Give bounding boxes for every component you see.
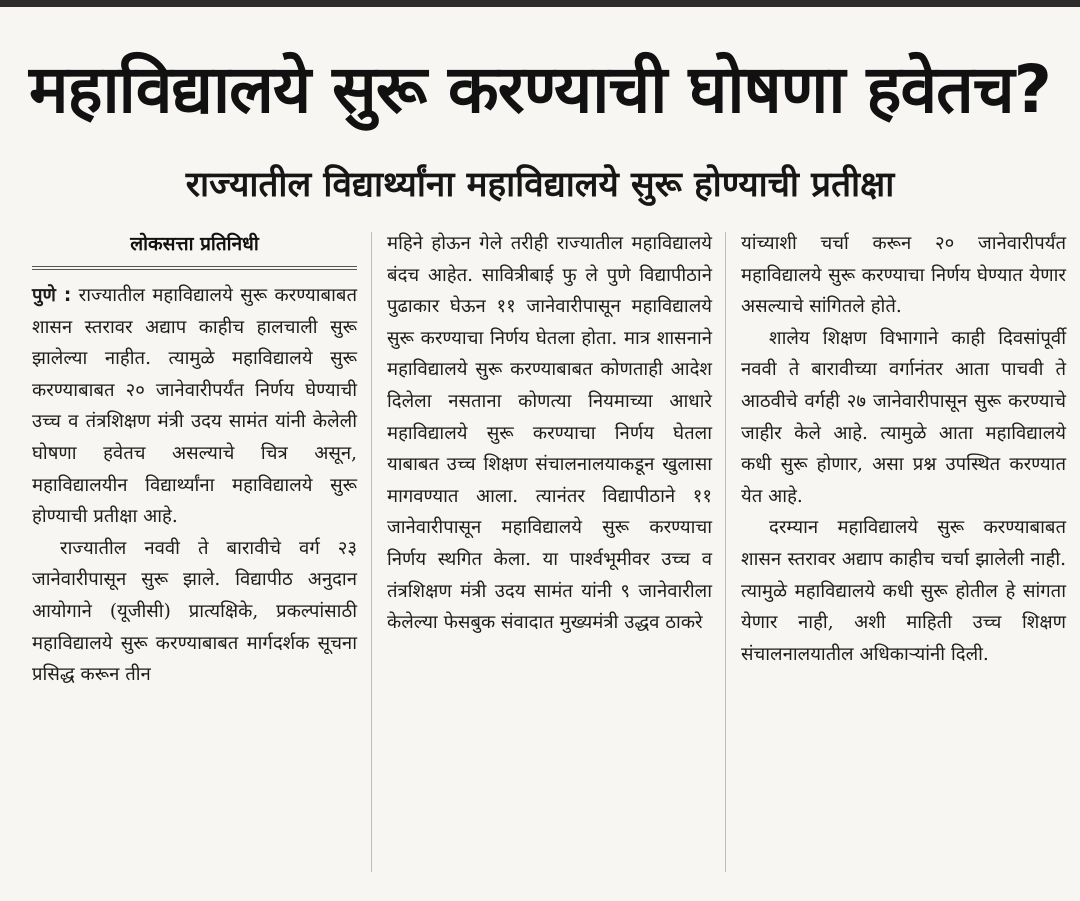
subheadline: राज्यातील विद्यार्थ्यांना महाविद्यालये सुरू होण्याची प्रतीक्षा <box>185 165 895 205</box>
paragraph: दरम्यान महाविद्यालये सुरू करण्याबाबत शासन स्तरावर अद्याप काहीच चर्चा झालेली नाही. त्यामुळे महाविद्यालये कधी सुरू होतील हे सांगता येणार नाही, अशी माहिती उच्च शिक्षण संचालनालयातील अधिकाऱ्यांनी दिली. <box>741 517 1066 665</box>
column-divider <box>725 232 726 872</box>
headline: महाविद्यालये सुरू करण्याची घोषणा हवेतच? <box>29 51 1051 128</box>
article-column-1 <box>32 228 357 691</box>
article-column-3 <box>741 228 1066 670</box>
paragraph: राज्यातील नववी ते बारावीचे वर्ग २३ जानेवारीपासून सुरू झाले. विद्यापीठ अनुदान आयोगाने (यूजीसी) प्रात्यक्षिके, प्रकल्पांसाठी महाविद्यालये सुरू करण्याबाबत मार्गदर्शक सूचना प्रसिद्ध करून तीन <box>32 537 357 686</box>
column-divider <box>371 232 372 872</box>
paragraph-text: राज्यातील महाविद्यालये सुरू करण्याबाबत शासन स्तरावर अद्याप काहीच हालचाली सुरू झालेल्या नाहीत. त्यामुळे महाविद्यालये सुरू करण्याबाबत २० जानेवारीपर्यंत निर्णय घेण्याची उच्च व तंत्रशिक्षण मंत्री उदय सामंत यांनी केलेली घोषणा हवेतच असल्याचे चित्र असून, महाविद्यालयीन विद्यार्थ्यांना महाविद्यालये सुरू होण्याची प्रतीक्षा आहे. <box>32 285 358 528</box>
byline-rule <box>32 266 357 270</box>
paragraph: महिने होऊन गेले तरीही राज्यातील महाविद्यालये बंदच आहेत. सावित्रीबाई फु ले पुणे विद्यापीठाने पुढाकार घेऊन ११ जानेवारीपासून महाविद्यालये सुरू करण्याचा निर्णय घेतला होता. मात्र शासनाने महाविद्यालये सुरू करण्याबाबत कोणताही आदेश दिलेला नसताना कोणत्या नियमाच्या आधारे महाविद्यालये सुरू करण्याचा निर्णय घेतला याबाबत उच्च शिक्षण संचालनालयाकडून खुलासा मागवण्यात आला. त्यानंतर विद्यापीठाने ११ जानेवारीपासून महाविद्यालये सुरू करण्याचा निर्णय स्थगित केला. या पार्श्वभूमीवर उच्च व तंत्रशिक्षण मंत्री उदय सामंत यांनी ९ जानेवारीला केलेल्या फेसबुक संवादात मुख्यमंत्री उद्धव ठाकरे <box>387 233 712 634</box>
top-border <box>0 0 1080 7</box>
paragraph: शालेय शिक्षण विभागाने काही दिवसांपूर्वी नववी ते बारावीच्या वर्गानंतर आता पाचवी ते आठवीचे वर्गही २७ जानेवारीपासून सुरू करण्याचे जाहीर केले आहे. त्यामुळे आता महाविद्यालये कधी सुरू होणार, असा प्रश्न उपस्थित करण्यात येत आहे. <box>741 327 1066 507</box>
dateline: पुणे : <box>32 285 72 306</box>
paragraph: यांच्याशी चर्चा करून २० जानेवारीपर्यंत महाविद्यालये सुरू करण्याचा निर्णय घेण्यात येणार असल्याचे सांगितले होते. <box>741 233 1066 318</box>
byline: लोकसत्ता प्रतिनिधी <box>130 233 259 255</box>
paragraph <box>32 280 357 533</box>
article-column-2 <box>387 228 712 639</box>
